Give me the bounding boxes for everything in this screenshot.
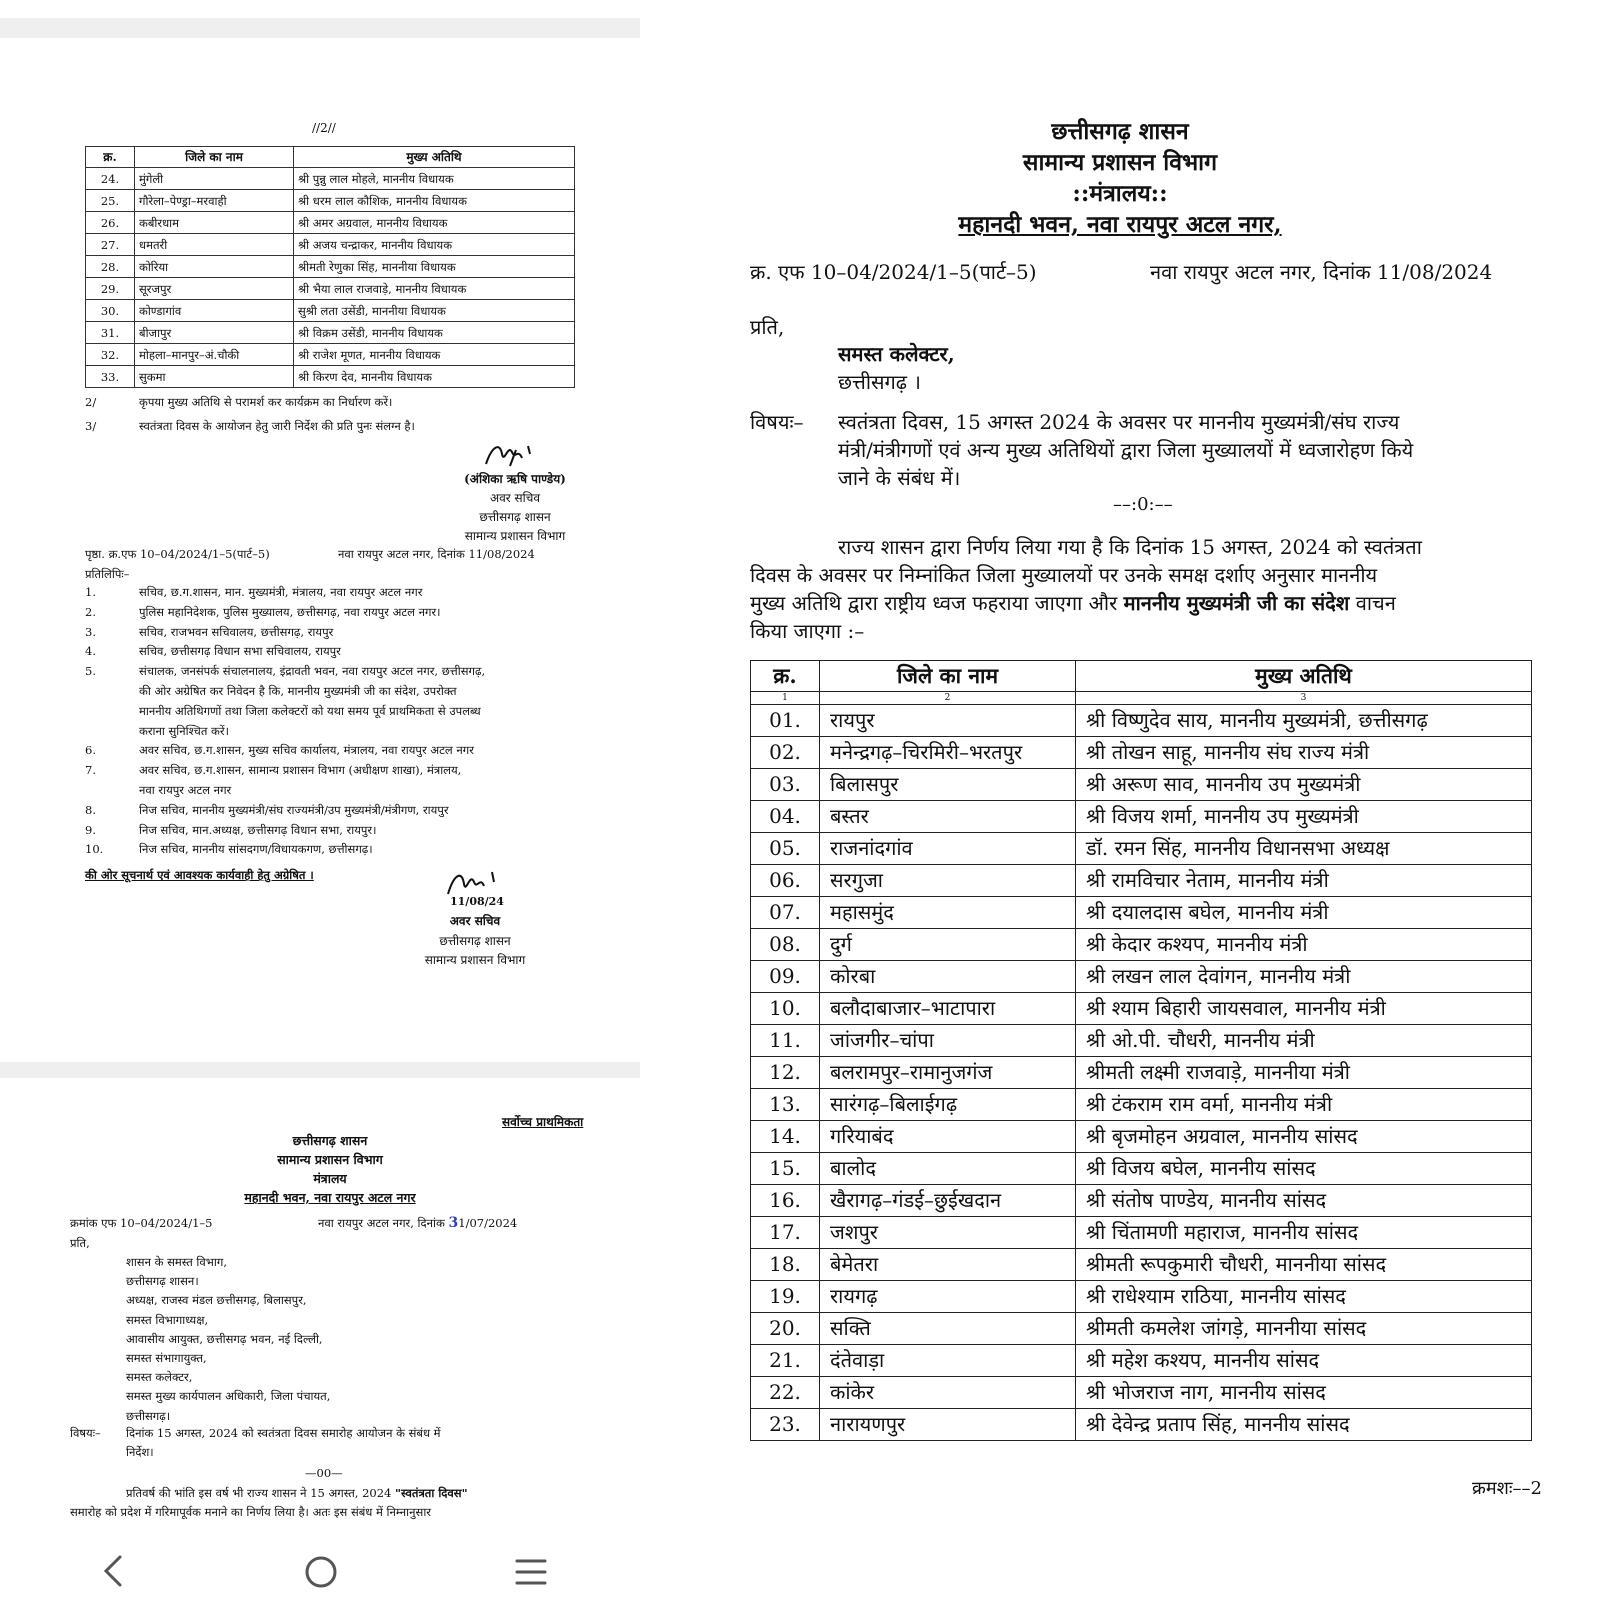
district-cell: कबीरधाम: [135, 212, 294, 234]
body-line4: किया जाएगा :–: [750, 619, 865, 643]
serial-cell: 09.: [751, 961, 820, 993]
table-row: [751, 705, 1532, 737]
serial-cell: 04.: [751, 801, 820, 833]
serial-cell: 06.: [751, 865, 820, 897]
copy-item: [85, 743, 474, 758]
table-row: [751, 961, 1532, 993]
table-row: [751, 1089, 1532, 1121]
table-row: [751, 1313, 1532, 1345]
guest-cell: श्रीमती कमलेश जांगड़े, माननीया सांसद: [1076, 1313, 1532, 1345]
body-bold: "स्वतंत्रता दिवस": [395, 1486, 468, 1500]
copy-item: [85, 704, 481, 719]
serial-cell: 20.: [751, 1313, 820, 1345]
table-row: [751, 1249, 1532, 1281]
endorsement-number: पृष्ठा. क्र.एफ 10–04/2024/1–5(पार्ट–5): [85, 547, 270, 561]
col-header-district: जिले का नाम: [135, 147, 294, 168]
table-row: [751, 1025, 1532, 1057]
priority-label: सर्वोच्च प्राथमिकता: [502, 1115, 584, 1129]
serial-cell: 25.: [86, 190, 135, 212]
col-index: 1: [751, 692, 820, 705]
district-cell: जशपुर: [820, 1217, 1076, 1249]
top-separator: [0, 18, 640, 38]
recipient-item: समस्त कलेक्टर,: [126, 1370, 193, 1385]
table-row: [751, 865, 1532, 897]
district-cell: सूरजपुर: [135, 278, 294, 300]
table-row: [86, 256, 575, 278]
copy-text: सचिव, छत्तीसगढ़ विधान सभा सचिवालय, रायपुर: [139, 644, 341, 659]
header-address: महानदी भवन, नवा रायपुर अटल नगर,: [958, 211, 1282, 238]
guest-cell: श्री बृजमोहन अग्रवाल, माननीय सांसद: [1076, 1121, 1532, 1153]
body-text: वाचन: [1355, 591, 1396, 615]
copy-number: 2.: [85, 604, 96, 619]
copy-item: [85, 842, 373, 857]
copy-number: 4.: [85, 644, 96, 659]
guest-cell: श्री भैया लाल राजवाड़े, माननीय विधायक: [294, 278, 575, 300]
body-bold-message: माननीय मुख्यमंत्री जी का संदेश: [1123, 591, 1350, 615]
copy-item: [85, 763, 461, 778]
recents-button[interactable]: [514, 1556, 548, 1588]
copy-number: 1.: [85, 585, 96, 599]
district-cell: बस्तर: [820, 801, 1076, 833]
recipient-collectors: समस्त कलेक्टर,: [838, 342, 955, 366]
district-cell: मुंगेली: [135, 168, 294, 190]
serial-cell: 29.: [86, 278, 135, 300]
col-header-guest: मुख्य अतिथि: [1076, 661, 1532, 692]
note-number: 3/: [85, 419, 97, 433]
lb-header-dept: सामान्य प्रशासन विभाग: [277, 1152, 383, 1167]
lb-body-line1: [126, 1484, 468, 1503]
guest-cell: श्री ओ.पी. चौधरी, माननीय मंत्री: [1076, 1025, 1532, 1057]
district-cell: मनेन्द्रगढ़–चिरमिरी–भरतपुर: [820, 737, 1076, 769]
recipient-item: छत्तीसगढ़ शासन।: [126, 1274, 199, 1289]
col-header-district: जिले का नाम: [820, 661, 1076, 692]
note-number: 2/: [85, 395, 97, 409]
serial-cell: 03.: [751, 769, 820, 801]
table-row: [86, 344, 575, 366]
copy-number: 10.: [85, 842, 104, 857]
copy-text: की ओर अग्रेषित कर निवेदन है कि, माननीय मुख्यमंत्री जी का संदेश, उपरोक्त: [139, 684, 457, 698]
body-text: प्रतिवर्ष की भांति इस वर्ष भी राज्य शासन ने 15 अगस्त, 2024: [126, 1486, 392, 1500]
serial-cell: 19.: [751, 1281, 820, 1313]
district-cell: खैरागढ़–गंडई–छुईखदान: [820, 1185, 1076, 1217]
serial-cell: 30.: [86, 300, 135, 322]
district-cell: दुर्ग: [820, 929, 1076, 961]
district-cell: गरियाबंद: [820, 1121, 1076, 1153]
table-row: [751, 1057, 1532, 1089]
date-day-handwritten: 3: [448, 1215, 459, 1231]
district-cell: सरगुजा: [820, 865, 1076, 897]
table-row: [86, 300, 575, 322]
left-note-3: [85, 417, 415, 436]
serial-cell: 22.: [751, 1377, 820, 1409]
copy-number: 6.: [85, 743, 96, 758]
copy-item: [85, 803, 449, 818]
district-cell: कोरिया: [135, 256, 294, 278]
serial-cell: 02.: [751, 737, 820, 769]
serial-cell: 27.: [86, 234, 135, 256]
guest-cell: श्री टंकराम राम वर्मा, माननीय मंत्री: [1076, 1089, 1532, 1121]
table-row: [86, 168, 575, 190]
header-dept: सामान्य प्रशासन विभाग: [1022, 149, 1218, 176]
sign2-dept: सामान्य प्रशासन विभाग: [424, 953, 526, 967]
guest-cell: श्री देवेन्द्र प्रताप सिंह, माननीय सांसद: [1076, 1409, 1532, 1441]
guest-cell: श्री चिंतामणी महाराज, माननीय सांसद: [1076, 1217, 1532, 1249]
three-lines-icon: [514, 1556, 548, 1588]
lb-subject-label: विषयः–: [70, 1426, 101, 1440]
left-chief-guest-table: [85, 146, 575, 388]
forward-line: की ओर सूचनार्थ एवं आवश्यक कार्यवाही हेतु अग्रेषित ।: [85, 868, 314, 882]
lb-subject-line1: दिनांक 15 अगस्त, 2024 को स्वतंत्रता दिवस समारोह आयोजन के संबंध में: [126, 1426, 441, 1440]
body-text: मुख्य अतिथि द्वारा राष्ट्रीय ध्वज फहराया जाएगा और: [750, 591, 1118, 615]
order-number: क्र. एफ 10–04/2024/1–5(पार्ट–5): [750, 260, 1037, 284]
sign2-gov: छत्तीसगढ़ शासन: [439, 934, 511, 948]
district-cell: कोरबा: [820, 961, 1076, 993]
lb-to-label: प्रति,: [70, 1236, 90, 1250]
guest-cell: श्री अरूण साव, माननीय उप मुख्यमंत्री: [1076, 769, 1532, 801]
table-row: [751, 737, 1532, 769]
copy-item: [85, 664, 485, 679]
copy-text: निज सचिव, माननीय सांसदगण/विधायकगण, छत्तीसगढ़।: [139, 842, 373, 857]
guest-cell: श्री विजय बघेल, माननीय सांसद: [1076, 1153, 1532, 1185]
guest-cell: श्री भोजराज नाग, माननीय सांसद: [1076, 1377, 1532, 1409]
guest-cell: श्री धरम लाल कौशिक, माननीय विधायक: [294, 190, 575, 212]
district-cell: सारंगढ़–बिलाईगढ़: [820, 1089, 1076, 1121]
recipient-item: शासन के समस्त विभाग,: [126, 1255, 227, 1269]
sign2-designation: अवर सचिव: [449, 914, 501, 928]
serial-cell: 31.: [86, 322, 135, 344]
subject-line1: स्वतंत्रता दिवस, 15 अगस्त 2024 के अवसर पर माननीय मुख्यमंत्री/संघ राज्य: [838, 410, 1400, 434]
table-row: [751, 1345, 1532, 1377]
copy-item: [85, 783, 231, 798]
left-note-2: [85, 393, 392, 412]
district-cell: बिलासपुर: [820, 769, 1076, 801]
guest-cell: श्री लखन लाल देवांगन, माननीय मंत्री: [1076, 961, 1532, 993]
district-cell: बलौदाबाजार–भाटापारा: [820, 993, 1076, 1025]
district-cell: बलरामपुर–रामानुजगंज: [820, 1057, 1076, 1089]
district-cell: सक्ति: [820, 1313, 1076, 1345]
col-header-serial: क्र.: [86, 147, 135, 168]
guest-cell: श्री श्याम बिहारी जायसवाल, माननीय मंत्री: [1076, 993, 1532, 1025]
subject-line3: जाने के संबंध में।: [838, 466, 961, 490]
body-line1: राज्य शासन द्वारा निर्णय लिया गया है कि दिनांक 15 अगस्त, 2024 को स्वतंत्रता: [838, 535, 1422, 559]
serial-cell: 07.: [751, 897, 820, 929]
recipient-item: छत्तीसगढ़।: [126, 1408, 171, 1423]
serial-cell: 14.: [751, 1121, 820, 1153]
table-row: [751, 801, 1532, 833]
lb-header-address: महानदी भवन, नवा रायपुर अटल नगर: [244, 1190, 416, 1205]
district-cell: गौरेला–पेण्ड्रा–मरवाही: [135, 190, 294, 212]
copy-label: प्रतिलिपिः–: [85, 567, 130, 581]
table-row: [751, 1185, 1532, 1217]
copy-item: [85, 684, 457, 699]
signatory-gov: छत्तीसगढ़ शासन: [479, 510, 551, 524]
copy-text: सचिव, छ.ग.शासन, मान. मुख्यमंत्री, मंत्रालय, नवा रायपुर अटल नगर: [139, 585, 423, 599]
guest-cell: श्री किरण देव, माननीय विधायक: [294, 366, 575, 388]
subject-line2: मंत्री/मंत्रीगणों एवं अन्य मुख्य अतिथियों द्वारा जिला मुख्यालयों में ध्वजारोहण किये: [838, 438, 1414, 462]
guest-cell: श्री राजेश मूणत, माननीय विधायक: [294, 344, 575, 366]
order-date: नवा रायपुर अटल नगर, दिनांक 11/08/2024: [1150, 260, 1493, 284]
copy-number: 8.: [85, 802, 96, 817]
guest-cell: श्री महेश कश्यप, माननीय सांसद: [1076, 1345, 1532, 1377]
district-cell: जांजगीर–चांपा: [820, 1025, 1076, 1057]
district-cell: बेमेतरा: [820, 1249, 1076, 1281]
body-line2: दिवस के अवसर पर निम्नांकित जिला मुख्यालयों पर उनके समक्ष दर्शाए अनुसार माननीय: [750, 563, 1378, 587]
note-text: कृपया मुख्य अतिथि से परामर्श कर कार्यक्रम का निर्धारण करें।: [139, 395, 393, 409]
lb-header-ministry: मंत्रालय: [313, 1171, 347, 1186]
serial-cell: 23.: [751, 1409, 820, 1441]
serial-cell: 01.: [751, 705, 820, 737]
district-cell: राजनांदगांव: [820, 833, 1076, 865]
copy-item: [85, 823, 376, 838]
table-row: [86, 212, 575, 234]
recipient-item: समस्त संभागायुक्त,: [126, 1351, 207, 1365]
serial-cell: 16.: [751, 1185, 820, 1217]
serial-cell: 17.: [751, 1217, 820, 1249]
header-gov: छत्तीसगढ़ शासन: [1051, 118, 1189, 145]
subject-label: विषयः–: [750, 410, 804, 434]
column-index-row: [751, 692, 1532, 705]
district-cell: बालोद: [820, 1153, 1076, 1185]
serial-cell: 21.: [751, 1345, 820, 1377]
recipient-item: समस्त विभागाध्यक्ष,: [126, 1312, 209, 1327]
guest-cell: श्री राधेश्याम राठिया, माननीय सांसद: [1076, 1281, 1532, 1313]
table-row: [751, 833, 1532, 865]
copy-item: [85, 605, 441, 620]
date-prefix: नवा रायपुर अटल नगर, दिनांक: [318, 1216, 445, 1230]
body-line3: [750, 589, 1396, 616]
district-cell: रायपुर: [820, 705, 1076, 737]
date-suffix: 1/07/2024: [458, 1216, 518, 1230]
table-row: [751, 1217, 1532, 1249]
guest-cell: श्री विक्रम उसेंडी, माननीय विधायक: [294, 322, 575, 344]
district-cell: रायगढ़: [820, 1281, 1076, 1313]
copy-item: [85, 724, 229, 739]
guest-cell: श्री विष्णुदेव साय, माननीय मुख्यमंत्री, छत्तीसगढ़: [1076, 705, 1532, 737]
copy-number: 3.: [85, 624, 96, 639]
signature-1-icon: [482, 440, 538, 470]
recipient-state: छत्तीसगढ़ ।: [838, 370, 921, 394]
guest-cell: श्री दयालदास बघेल, माननीय मंत्री: [1076, 897, 1532, 929]
table-row: [751, 1281, 1532, 1313]
copy-item: [85, 585, 422, 600]
serial-cell: 15.: [751, 1153, 820, 1185]
copy-text: अवर सचिव, छ.ग.शासन, मुख्य सचिव कार्यालय, मंत्रालय, नवा रायपुर अटल नगर: [139, 743, 474, 758]
col-header-guest: मुख्य अतिथि: [294, 147, 575, 168]
home-button[interactable]: [304, 1555, 338, 1589]
serial-cell: 05.: [751, 833, 820, 865]
signatory-name: (अंशिका ऋषि पाण्डेय): [464, 472, 566, 486]
district-cell: मोहला–मानपुर–अं.चौकी: [135, 344, 294, 366]
guest-cell: श्री संतोष पाण्डेय, माननीय सांसद: [1076, 1185, 1532, 1217]
district-cell: दंतेवाड़ा: [820, 1345, 1076, 1377]
guest-cell: श्री अजय चन्द्राकर, माननीय विधायक: [294, 234, 575, 256]
guest-cell: श्रीमती रेणुका सिंह, माननीया विधायक: [294, 256, 575, 278]
guest-cell: श्री तोखन साहू, माननीय संघ राज्य मंत्री: [1076, 737, 1532, 769]
district-cell: महासमुंद: [820, 897, 1076, 929]
copy-text: पुलिस महानिदेशक, पुलिस मुख्यालय, छत्तीसगढ़, नवा रायपुर अटल नगर।: [139, 604, 441, 619]
lb-header-gov: छत्तीसगढ़ शासन: [292, 1133, 368, 1148]
recipient-item: अध्यक्ष, राजस्व मंडल छत्तीसगढ़, बिलासपुर,: [126, 1293, 307, 1308]
copy-text: निज सचिव, माननीय मुख्यमंत्री/संघ राज्यमंत्री/उप मुख्यमंत्री/मंत्रीगण, रायपुर: [139, 802, 449, 817]
table-row: [751, 1121, 1532, 1153]
table-row: [751, 897, 1532, 929]
copy-text: संचालक, जनसंपर्क संचालनालय, इंद्रावती भवन, नवा रायपुर अटल नगर, छत्तीसगढ़,: [139, 664, 486, 679]
endorsement-date: नवा रायपुर अटल नगर, दिनांक 11/08/2024: [338, 547, 535, 561]
district-cell: बीजापुर: [135, 322, 294, 344]
serial-cell: 26.: [86, 212, 135, 234]
signatory-designation: अवर सचिव: [489, 491, 541, 505]
table-row: [751, 1153, 1532, 1185]
table-row: [86, 234, 575, 256]
guest-cell: श्रीमती रूपकुमारी चौधरी, माननीया सांसद: [1076, 1249, 1532, 1281]
col-index: 2: [820, 692, 1076, 705]
recipient-item: समस्त मुख्य कार्यपालन अधिकारी, जिला पंचायत,: [126, 1389, 331, 1404]
header-ministry: ::मंत्रालय::: [1072, 180, 1168, 207]
signature-2-date: 11/08/24: [450, 895, 504, 908]
copy-number: 7.: [85, 763, 96, 778]
copy-item: [85, 625, 333, 640]
table-row: [751, 1377, 1532, 1409]
serial-cell: 33.: [86, 366, 135, 388]
guest-cell: श्री रामविचार नेताम, माननीय मंत्री: [1076, 865, 1532, 897]
lb-subject-line2: निर्देश।: [126, 1445, 154, 1459]
signatory-dept: सामान्य प्रशासन विभाग: [464, 529, 566, 543]
continued-label: क्रमशः––2: [1472, 1478, 1542, 1499]
serial-cell: 10.: [751, 993, 820, 1025]
table-row: [751, 769, 1532, 801]
table-row: [751, 1409, 1532, 1441]
table-header-row: [751, 661, 1532, 692]
copy-text: अवर सचिव, छ.ग.शासन, सामान्य प्रशासन विभाग (अधीक्षण शाखा), मंत्रालय,: [139, 763, 462, 778]
serial-cell: 08.: [751, 929, 820, 961]
guest-cell: श्री पुन्नु लाल मोहले, माननीय विधायक: [294, 168, 575, 190]
col-index: 3: [1076, 692, 1532, 705]
copy-text: सचिव, राजभवन सचिवालय, छत्तीसगढ़, रायपुर: [139, 624, 334, 639]
guest-cell: श्री केदार कश्यप, माननीय मंत्री: [1076, 929, 1532, 961]
copy-number: 9.: [85, 822, 96, 837]
copy-text: माननीय अतिथिगणों तथा जिला कलेक्टरों को यथा समय पूर्व प्राथमिकता से उपलब्ध: [139, 703, 481, 718]
serial-cell: 32.: [86, 344, 135, 366]
table-row: [86, 278, 575, 300]
district-cell: नारायणपुर: [820, 1409, 1076, 1441]
middle-separator: [0, 1062, 640, 1078]
copy-text: निज सचिव, मान.अध्यक्ष, छत्तीसगढ़ विधान सभा, रायपुर।: [139, 822, 377, 837]
table-header-row: [86, 147, 575, 168]
guest-cell: श्री अमर अग्रवाल, माननीय विधायक: [294, 212, 575, 234]
table-row: [86, 322, 575, 344]
serial-cell: 13.: [751, 1089, 820, 1121]
chevron-left-icon: [98, 1553, 128, 1589]
left-page-marker: //2//: [312, 121, 336, 135]
copy-text: कराना सुनिश्चित करें।: [139, 723, 229, 738]
lb-divider: —00—: [305, 1466, 343, 1480]
serial-cell: 18.: [751, 1249, 820, 1281]
district-cell: कांकेर: [820, 1377, 1076, 1409]
guest-cell: श्री विजय शर्मा, माननीय उप मुख्यमंत्री: [1076, 801, 1532, 833]
table-row: [751, 929, 1532, 961]
guest-cell: सुश्री लता उसेंडी, माननीया विधायक: [294, 300, 575, 322]
lb-body-line2: समारोह को प्रदेश में गरिमापूर्वक मनाने का निर्णय लिया है। अतः इस संबंध में निम्नानुसार: [70, 1505, 431, 1519]
serial-cell: 12.: [751, 1057, 820, 1089]
district-cell: कोण्डागांव: [135, 300, 294, 322]
table-row: [751, 993, 1532, 1025]
lb-order-number: क्रमांक एफ 10–04/2024/1–5: [70, 1216, 213, 1230]
guest-cell: श्रीमती लक्ष्मी राजवाड़े, माननीया मंत्री: [1076, 1057, 1532, 1089]
col-header-serial: क्र.: [751, 661, 820, 692]
copy-text: नवा रायपुर अटल नगर: [139, 783, 232, 797]
back-button[interactable]: [98, 1553, 128, 1589]
circle-home-icon: [304, 1555, 338, 1589]
lb-order-date: [318, 1214, 517, 1233]
district-cell: सुकमा: [135, 366, 294, 388]
divider: ––:0:––: [1113, 494, 1173, 515]
district-cell: धमतरी: [135, 234, 294, 256]
recipient-item: आवासीय आयुक्त, छत्तीसगढ़ भवन, नई दिल्ली,: [126, 1331, 323, 1346]
serial-cell: 11.: [751, 1025, 820, 1057]
guest-cell: डॉ. रमन सिंह, माननीय विधानसभा अध्यक्ष: [1076, 833, 1532, 865]
serial-cell: 24.: [86, 168, 135, 190]
table-row: [86, 190, 575, 212]
chief-guest-table: [750, 660, 1532, 1441]
note-text: स्वतंत्रता दिवस के आयोजन हेतु जारी निर्देश की प्रति पुनः संलग्न है।: [139, 419, 415, 433]
copy-number: 5.: [85, 664, 96, 679]
serial-cell: 28.: [86, 256, 135, 278]
to-label: प्रति,: [750, 315, 785, 339]
table-row: [86, 366, 575, 388]
copy-item: [85, 644, 341, 659]
